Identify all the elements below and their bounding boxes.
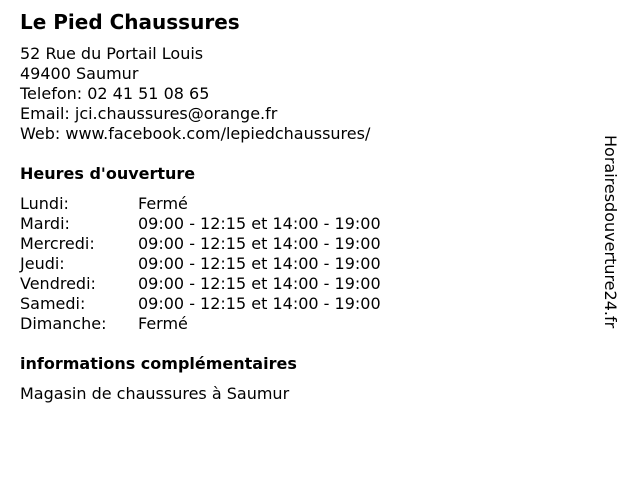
- email-line: Email: jci.chaussures@orange.fr: [20, 104, 278, 123]
- hours-row-lundi: [20, 194, 600, 214]
- info-text: Magasin de chaussures à Saumur: [20, 384, 290, 403]
- day-label: Vendredi:: [20, 274, 96, 293]
- day-time: 09:00 - 12:15 et 14:00 - 19:00: [138, 234, 381, 253]
- hours-row-samedi: [20, 294, 600, 314]
- phone-line: Telefon: 02 41 51 08 65: [20, 84, 210, 103]
- day-label: Samedi:: [20, 294, 86, 313]
- site-watermark: Horairesdouverture24.fr: [601, 135, 620, 329]
- day-time: 09:00 - 12:15 et 14:00 - 19:00: [138, 294, 381, 313]
- day-time: 09:00 - 12:15 et 14:00 - 19:00: [138, 214, 381, 233]
- hours-table: [20, 194, 600, 334]
- hours-row-dimanche: [20, 314, 600, 334]
- hours-row-mercredi: [20, 234, 600, 254]
- address-street: 52 Rue du Portail Louis: [20, 44, 204, 63]
- hours-row-mardi: [20, 214, 600, 234]
- hours-heading: Heures d'ouverture: [20, 164, 196, 183]
- hours-row-jeudi: [20, 254, 600, 274]
- web-line: Web: www.facebook.com/lepiedchaussures/: [20, 124, 371, 143]
- day-label: Lundi:: [20, 194, 69, 213]
- contact-block: [20, 44, 600, 144]
- day-label: Dimanche:: [20, 314, 107, 333]
- day-time: 09:00 - 12:15 et 14:00 - 19:00: [138, 254, 381, 273]
- hours-row-vendredi: [20, 274, 600, 294]
- day-time: Fermé: [138, 314, 188, 333]
- info-heading: informations complémentaires: [20, 354, 297, 373]
- day-time: 09:00 - 12:15 et 14:00 - 19:00: [138, 274, 381, 293]
- address-city: 49400 Saumur: [20, 64, 139, 83]
- day-time: Fermé: [138, 194, 188, 213]
- store-name: Le Pied Chaussures: [20, 10, 240, 34]
- store-card: [20, 10, 600, 404]
- day-label: Mardi:: [20, 214, 70, 233]
- day-label: Jeudi:: [20, 254, 65, 273]
- day-label: Mercredi:: [20, 234, 95, 253]
